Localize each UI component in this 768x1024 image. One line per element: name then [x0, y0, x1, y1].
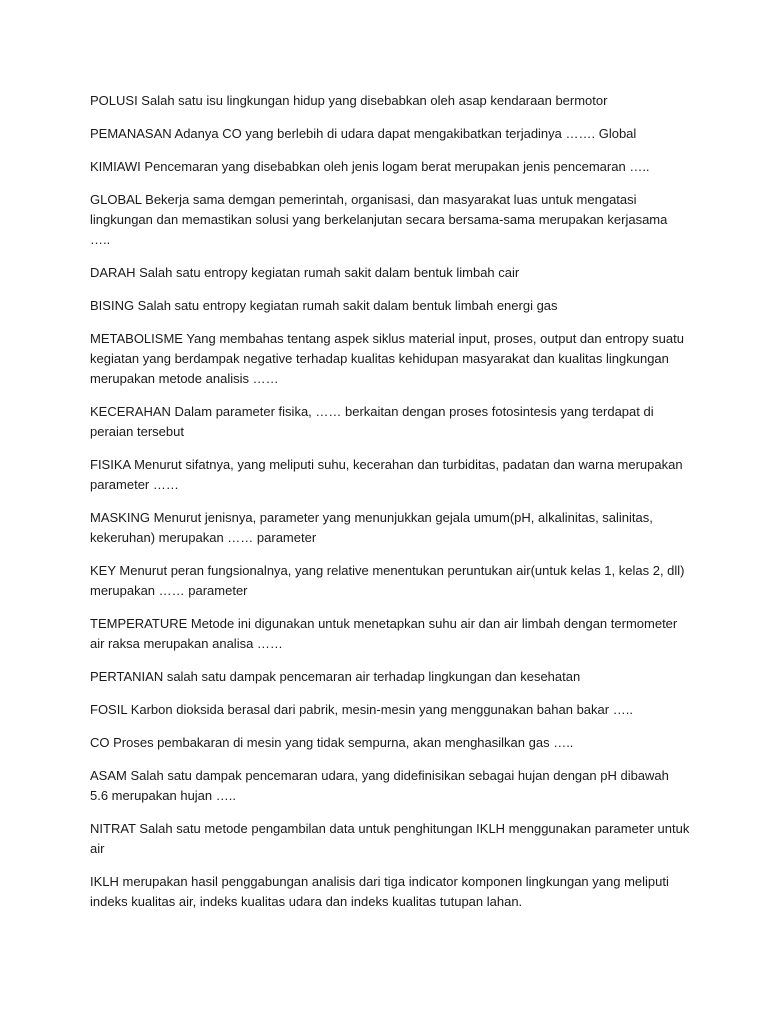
paragraph-fosil: FOSIL Karbon dioksida berasal dari pabrik, mesin-mesin yang menggunakan bahan bakar …..	[90, 702, 633, 717]
paragraph-pemanasan: PEMANASAN Adanya CO yang berlebih di udara dapat mengakibatkan terjadinya ……. Global	[90, 126, 637, 141]
paragraph-fisika: FISIKA Menurut sifatnya, yang meliputi suhu, kecerahan dan turbiditas, padatan dan warna merupakan parameter ……	[90, 457, 683, 492]
paragraph-key: KEY Menurut peran fungsionalnya, yang relative menentukan peruntukan air(untuk kelas 1, kelas 2, dll) merupakan …… parameter	[90, 563, 685, 598]
paragraph-bising: BISING Salah satu entropy kegiatan rumah sakit dalam bentuk limbah energi gas	[90, 298, 558, 313]
paragraph-asam: ASAM Salah satu dampak pencemaran udara, yang didefinisikan sebagai hujan dengan pH dibawah 5.6 merupakan hujan …..	[90, 768, 669, 803]
paragraph-kecerahan: KECERAHAN Dalam parameter fisika, …… berkaitan dengan proses fotosintesis yang terdapat di peraian tersebut	[90, 404, 654, 439]
paragraph-iklh: IKLH merupakan hasil penggabungan analisis dari tiga indicator komponen lingkungan yang meliputi indeks kualitas air, indeks kualitas udara dan indeks kualitas tutupan lahan.	[90, 874, 669, 909]
paragraph-metabolisme: METABOLISME Yang membahas tentang aspek siklus material input, proses, output dan entropy suatu kegiatan yang berdampak negative terhadap kualitas kehidupan masyarakat dan kualitas lingkungan merupakan metode analisis ……	[90, 331, 684, 386]
paragraph-temperature: TEMPERATURE Metode ini digunakan untuk menetapkan suhu air dan air limbah dengan termometer air raksa merupakan analisa ……	[90, 616, 678, 651]
paragraph-darah: DARAH Salah satu entropy kegiatan rumah sakit dalam bentuk limbah cair	[90, 265, 520, 280]
paragraph-global: GLOBAL Bekerja sama demgan pemerintah, organisasi, dan masyarakat luas untuk mengatasi lingkungan dan memastikan solusi yang berkelanjutan secara bersama-sama merupakan kerjasama …..	[90, 192, 668, 247]
paragraph-pertanian: PERTANIAN salah satu dampak pencemaran air terhadap lingkungan dan kesehatan	[90, 669, 581, 684]
document-body	[90, 91, 690, 925]
paragraph-co: CO Proses pembakaran di mesin yang tidak sempurna, akan menghasilkan gas …..	[90, 735, 574, 750]
paragraph-kimiawi: KIMIAWI Pencemaran yang disebabkan oleh jenis logam berat merupakan jenis pencemaran …..	[90, 159, 650, 174]
paragraph-nitrat: NITRAT Salah satu metode pengambilan data untuk penghitungan IKLH menggunakan parameter untuk air	[90, 821, 690, 856]
paragraph-masking: MASKING Menurut jenisnya, parameter yang menunjukkan gejala umum(pH, alkalinitas, salinitas, kekeruhan) merupakan …… parameter	[90, 510, 653, 545]
paragraph-polusi: POLUSI Salah satu isu lingkungan hidup yang disebabkan oleh asap kendaraan bermotor	[90, 93, 608, 108]
